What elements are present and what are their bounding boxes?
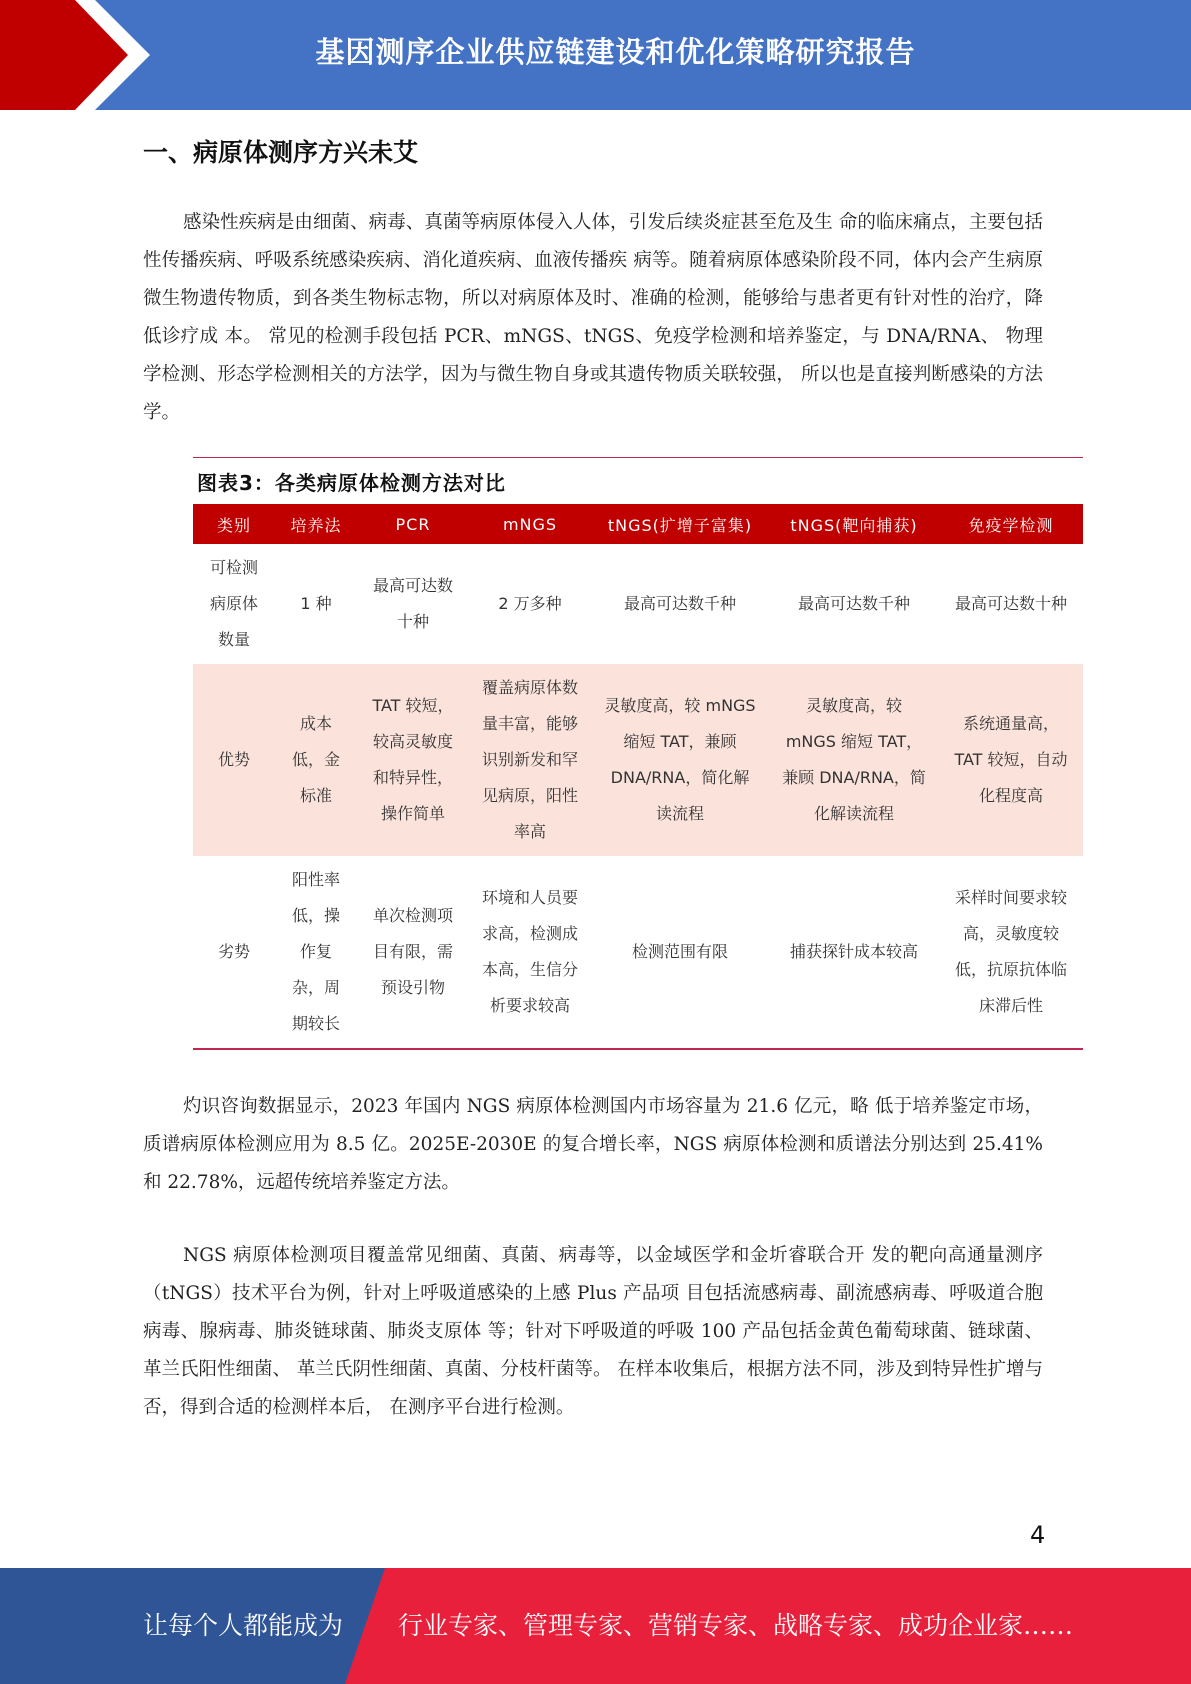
table-cell: 灵敏度高，较 mNGS 缩短 TAT，兼顾 DNA/RNA，简化解读流程 xyxy=(769,664,939,856)
footer-slogan-left: 让每个人都能成为 xyxy=(143,1611,344,1640)
figure-caption: 图表3：各类病原体检测方法对比 xyxy=(197,471,506,495)
report-title: 基因测序企业供应链建设和优化策略研究报告 xyxy=(315,35,916,69)
row-category: 优势 xyxy=(193,664,275,856)
table-header-row xyxy=(193,504,1083,544)
table-row xyxy=(193,856,1083,1049)
column-header: tNGS(扩增子富集) xyxy=(591,504,769,544)
table-cell: 捕获探针成本较高 xyxy=(769,856,939,1049)
table-cell: 检测范围有限 xyxy=(591,856,769,1049)
table-row xyxy=(193,664,1083,856)
column-header: 免疫学检测 xyxy=(939,504,1083,544)
row-category: 可检测病原体数量 xyxy=(209,558,258,649)
table-cell: 灵敏度高，较 mNGS 缩短 TAT，兼顾 DNA/RNA，简化解读流程 xyxy=(591,664,769,856)
table-cell: 采样时间要求较高，灵敏度较低，抗原抗体临床滞后性 xyxy=(939,856,1083,1049)
table-cell: 单次检测项目有限，需预设引物 xyxy=(357,856,469,1049)
column-header: PCR xyxy=(357,504,469,544)
table-cell: 阳性率低，操作复杂，周期较长 xyxy=(275,856,357,1049)
column-header: mNGS xyxy=(469,504,591,544)
table-cell: 覆盖病原体数量丰富，能够识别新发和罕见病原，阳性率高 xyxy=(469,664,591,856)
table-cell: 环境和人员要求高，检测成本高，生信分析要求较高 xyxy=(469,856,591,1049)
paragraph-tngs: NGS 病原体检测项目覆盖常见细菌、真菌、病毒等，以金域医学和金圻睿联合开 发的靶向高通量测序（tNGS）技术平台为例，针对上呼吸道感染的上感 Plus 产品项 目包括流感病毒、副流感病毒、呼吸道合胞病毒、腺病毒、肺炎链球菌、肺炎支原体 等；针对下呼吸道的呼吸 100 产品包括金黄色葡萄球菌、链球菌、革兰氏阳性细菌、 革兰氏阴性细菌、真菌、分枝杆菌等。 在样本收集后，根据方法不同，涉及到特异性扩增与否，得到合适的检测样本后， 在测序平台进行检测。 xyxy=(143,1245,1043,1418)
row-category: 劣势 xyxy=(193,856,275,1049)
comparison-table xyxy=(193,504,1083,1050)
comparison-figure xyxy=(193,457,1083,1050)
column-header: tNGS(靶向捕获) xyxy=(769,504,939,544)
page-footer xyxy=(0,1568,1191,1684)
page-number: 4 xyxy=(1030,1521,1046,1549)
section-heading: 一、病原体测序方兴未艾 xyxy=(143,138,419,167)
table-cell: 1 种 xyxy=(300,594,332,613)
column-header: 培养法 xyxy=(275,504,357,544)
paragraph-intro: 感染性疾病是由细菌、病毒、真菌等病原体侵入人体，引发后续炎症甚至危及生 命的临床痛点，主要包括性传播疾病、呼吸系统感染疾病、消化道疾病、血液传播疾 病等。随着病原体感染阶段不同，体内会产生病原微生物遗传物质，到各类生物标志物，所以对病原体及时、准确的检测，能够给与患者更有针对性的治疗，降低诊疗成 本。 常见的检测手段包括 PCR、mNGS、tNGS、免疫学检测和培养鉴定，与 DNA/RNA、 物理学检测、形态学检测相关的方法学，因为与微生物自身或其遗传物质关联较强， 所以也是直接判断感染的方法学。 xyxy=(143,212,1043,423)
table-cell: TAT 较短，较高灵敏度和特异性，操作简单 xyxy=(357,664,469,856)
table-cell: 成本低，金标准 xyxy=(275,664,357,856)
table-cell: 系统通量高，TAT 较短，自动化程度高 xyxy=(939,664,1083,856)
table-cell: 最高可达数十种 xyxy=(954,594,1067,613)
table-row xyxy=(193,544,1083,664)
page-header xyxy=(0,0,1191,110)
paragraph-market: 灼识咨询数据显示，2023 年国内 NGS 病原体检测国内市场容量为 21.6 亿元，略 低于培养鉴定市场，质谱病原体检测应用为 8.5 亿。2025E-2030E 的复合增长率，NGS 病原体检测和质谱法分别达到 25.41%和 22.78%，远超传统培养鉴定方法。 xyxy=(143,1096,1043,1193)
footer-slogan-right: 行业专家、管理专家、营销专家、战略专家、成功企业家…… xyxy=(398,1611,1074,1640)
table-cell: 最高可达数千种 xyxy=(623,594,736,613)
table-cell: 2 万多种 xyxy=(498,594,562,613)
table-cell: 最高可达数十种 xyxy=(372,576,453,631)
table-cell: 最高可达数千种 xyxy=(797,594,910,613)
column-header: 类别 xyxy=(193,504,275,544)
